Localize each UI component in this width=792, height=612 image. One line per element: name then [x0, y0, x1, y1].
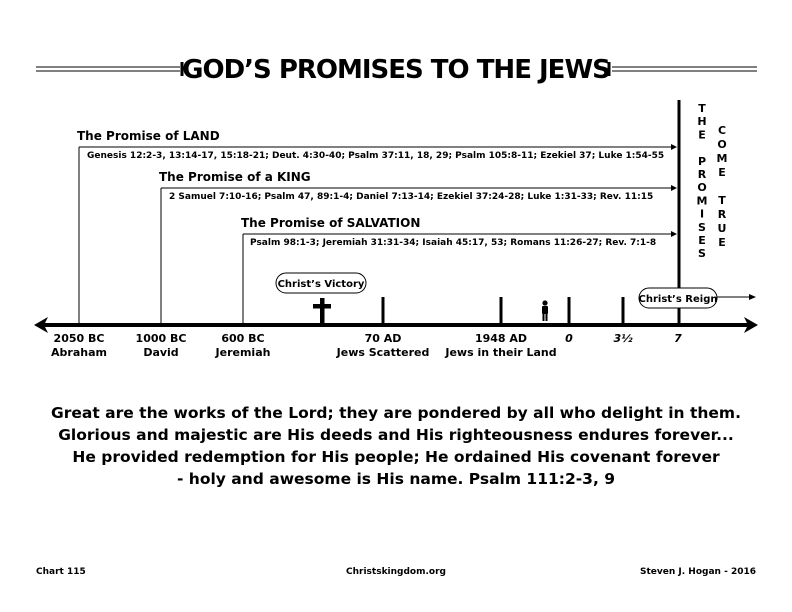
- vertical_right-letter: T: [718, 194, 726, 207]
- label-jews-scattered: Jews Scattered: [336, 346, 430, 359]
- vertical_left-letter: E: [698, 234, 706, 247]
- vertical_left-letter: M: [696, 194, 708, 208]
- cross-icon: [313, 298, 331, 325]
- vertical_right-letter: M: [716, 152, 728, 165]
- timeline-labels: [51, 332, 682, 359]
- vertical_left-letter: I: [699, 207, 705, 221]
- vertical-text-promises: [697, 102, 708, 260]
- promise-salvation-refs: Psalm 98:1-3; Jeremiah 31:31-34; Isaiah 45:17, 53; Romans 11:26-27; Rev. 7:1-8: [250, 238, 657, 248]
- title-rule-left: [36, 62, 182, 76]
- vertical_left-letter: R: [697, 168, 707, 181]
- quote-line-1: Great are the works of the Lord; they are pondered by all who delight in them.: [51, 404, 741, 422]
- promise-king-title: The Promise of a KING: [159, 170, 311, 184]
- person-icon: [542, 300, 548, 321]
- footer-website: Christskingdom.org: [346, 567, 446, 577]
- promise-land-title: The Promise of LAND: [77, 129, 220, 143]
- page-title: GOD’S PROMISES TO THE JEWS: [182, 55, 610, 85]
- scripture-quote: [0, 402, 792, 490]
- label-70ad: 70 AD: [364, 332, 402, 345]
- vertical_left-letter: S: [698, 220, 706, 234]
- promise-salvation-title: The Promise of SALVATION: [241, 216, 421, 230]
- main-timeline: [34, 317, 758, 333]
- label-year-3half: 3½: [613, 332, 633, 345]
- vertical_right-letter: C: [717, 124, 727, 137]
- label-year-0: 0: [565, 332, 573, 345]
- quote-line-4: - holy and awesome is His name. Psalm 111:2-3, 9: [176, 470, 616, 488]
- label-abraham: Abraham: [51, 346, 107, 359]
- reign-arrow-icon: [749, 294, 756, 300]
- christs-reign-label: Christ’s Reign: [638, 294, 718, 305]
- christs-victory-callout: [276, 273, 366, 293]
- title-rule-right: [609, 62, 757, 76]
- vertical_right-letter: U: [717, 222, 727, 235]
- label-1948ad: 1948 AD: [474, 332, 528, 345]
- vertical_left-letter: E: [698, 128, 706, 142]
- christs-victory-label: Christ’s Victory: [277, 279, 365, 290]
- promise-land-refs: Genesis 12:2-3, 13:14-17, 15:18-21; Deut. 4:30-40; Psalm 37:11, 18, 29; Psalm 105:8-11; Ezekiel 37; Luke 1:54-55: [87, 151, 665, 161]
- vertical_left-letter: S: [698, 247, 706, 261]
- footer-author: Steven J. Hogan - 2016: [640, 567, 756, 577]
- vertical-text-come-true: [717, 124, 728, 249]
- promise-king-refs: 2 Samuel 7:10-16; Psalm 47, 89:1-4; Daniel 7:13-14; Ezekiel 37:24-28; Luke 1:31-33; Rev. 11:15: [169, 192, 654, 202]
- timeline-ticks: [383, 297, 623, 325]
- vertical_left-letter: H: [697, 115, 707, 129]
- promise-salvation: [241, 216, 677, 323]
- label-2050bc: 2050 BC: [53, 332, 105, 345]
- vertical_left-letter: O: [697, 181, 707, 195]
- vertical_left-letter: T: [698, 102, 706, 115]
- label-jews-in-their-land: Jews in their Land: [445, 346, 557, 359]
- label-1000bc: 1000 BC: [135, 332, 187, 345]
- vertical_left-letter: P: [697, 154, 707, 168]
- vertical_right-letter: E: [718, 166, 726, 179]
- vertical_right-letter: O: [717, 138, 727, 151]
- label-jeremiah: Jeremiah: [215, 346, 271, 359]
- footer-chart-number: Chart 115: [36, 567, 86, 577]
- label-year-7: 7: [674, 332, 682, 345]
- vertical_right-letter: E: [718, 236, 726, 249]
- christs-reign-callout: [639, 288, 756, 308]
- label-david: David: [143, 346, 179, 359]
- vertical_right-letter: R: [717, 208, 727, 221]
- label-600bc: 600 BC: [221, 332, 265, 345]
- quote-line-3: He provided redemption for His people; He ordained His covenant forever: [72, 448, 720, 466]
- quote-line-2: Glorious and majestic are His deeds and His righteousness endures forever...: [58, 426, 734, 444]
